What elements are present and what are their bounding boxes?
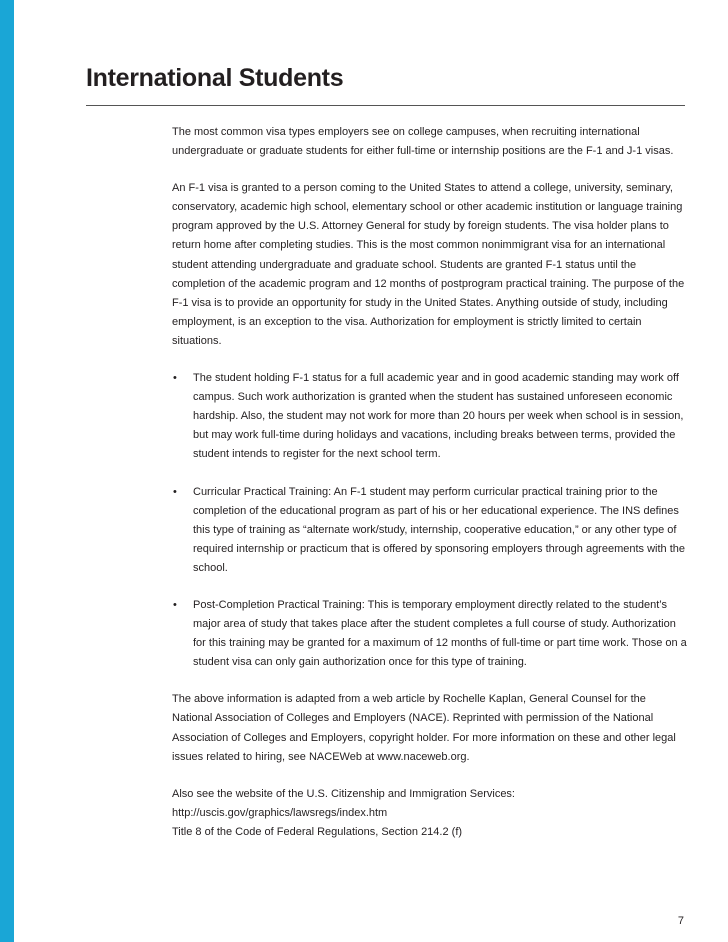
article-body	[172, 123, 688, 842]
bullet-icon: •	[173, 598, 177, 611]
uscis-reference-line: Also see the website of the U.S. Citizenship and Immigration Services:	[172, 787, 515, 800]
cfr-reference-line: Title 8 of the Code of Federal Regulations, Section 214.2 (f)	[172, 825, 463, 838]
list-item-text: Curricular Practical Training: An F-1 student may perform curricular practical training prior to the completion of the educational program as part of his or her educational experience. The INS defines this type of training as “alternate work/study, internship, cooperative education,” or any other type of required internship or practicum that is offered by sponsoring employers through agreements with the school.	[193, 485, 686, 574]
list-item-text: The student holding F-1 status for a full academic year and in good academic standing may work off campus. Such work authorization is granted when the student has sustained unforeseen economic hardship. Also, the student may not work for more than 20 hours per week when school is in session, but may work full-time during holidays and vacations, including breaks between terms, provided the student intends to register for the next school term.	[193, 372, 684, 461]
list-item	[172, 483, 688, 578]
f1-visa-paragraph: An F-1 visa is granted to a person coming to the United States to attend a college, university, seminary, conservatory, academic high school, elementary school or other academic institution or language training program approved by the U.S. Attorney General for study by foreign students. The visa holder plans to return home after completing studies. This is the most common nonimmigrant visa for an international student attending undergraduate and graduate school. Students are granted F-1 status until the completion of the academic program and 12 months of postprogram practical training. The purpose of the F-1 visa is to provide an opportunity for study in the United States. Anything outside of study, including employment, is an exception to the visa. Authorization for employment is strictly limited to certain situations.	[172, 182, 685, 347]
references-block	[172, 785, 688, 842]
bullet-icon: •	[173, 485, 177, 498]
intro-paragraph: The most common visa types employers see on college campuses, when recruiting international undergraduate or graduate students for either full-time or internship positions are the F-1 and J-1 visas.	[172, 126, 674, 158]
list-item-text: Post-Completion Practical Training: This is temporary employment directly related to the student’s major area of study that takes place after the student completes a full course of study. Authorization for this training may be granted for a maximum of 12 months of full-time or part time work. Those on a student visa can only gain authorization once for this type of training.	[193, 598, 687, 669]
employment-exceptions-list	[172, 369, 688, 672]
page-number: 7	[677, 915, 684, 927]
title-divider	[86, 105, 685, 106]
bullet-icon: •	[173, 372, 177, 385]
page-title: International Students	[86, 64, 344, 92]
source-paragraph: The above information is adapted from a web article by Rochelle Kaplan, General Counsel for the National Association of Colleges and Employers (NACE). Reprinted with permission of the National Association of Colleges and Employers, copyright holder. For more information on these and other legal issues related to hiring, see NACEWeb at www.naceweb.org.	[172, 693, 676, 763]
list-item	[172, 369, 688, 464]
list-item	[172, 596, 688, 672]
accent-side-bar	[0, 0, 14, 942]
uscis-url-link[interactable]: http://uscis.gov/graphics/lawsregs/index.htm	[172, 806, 388, 819]
